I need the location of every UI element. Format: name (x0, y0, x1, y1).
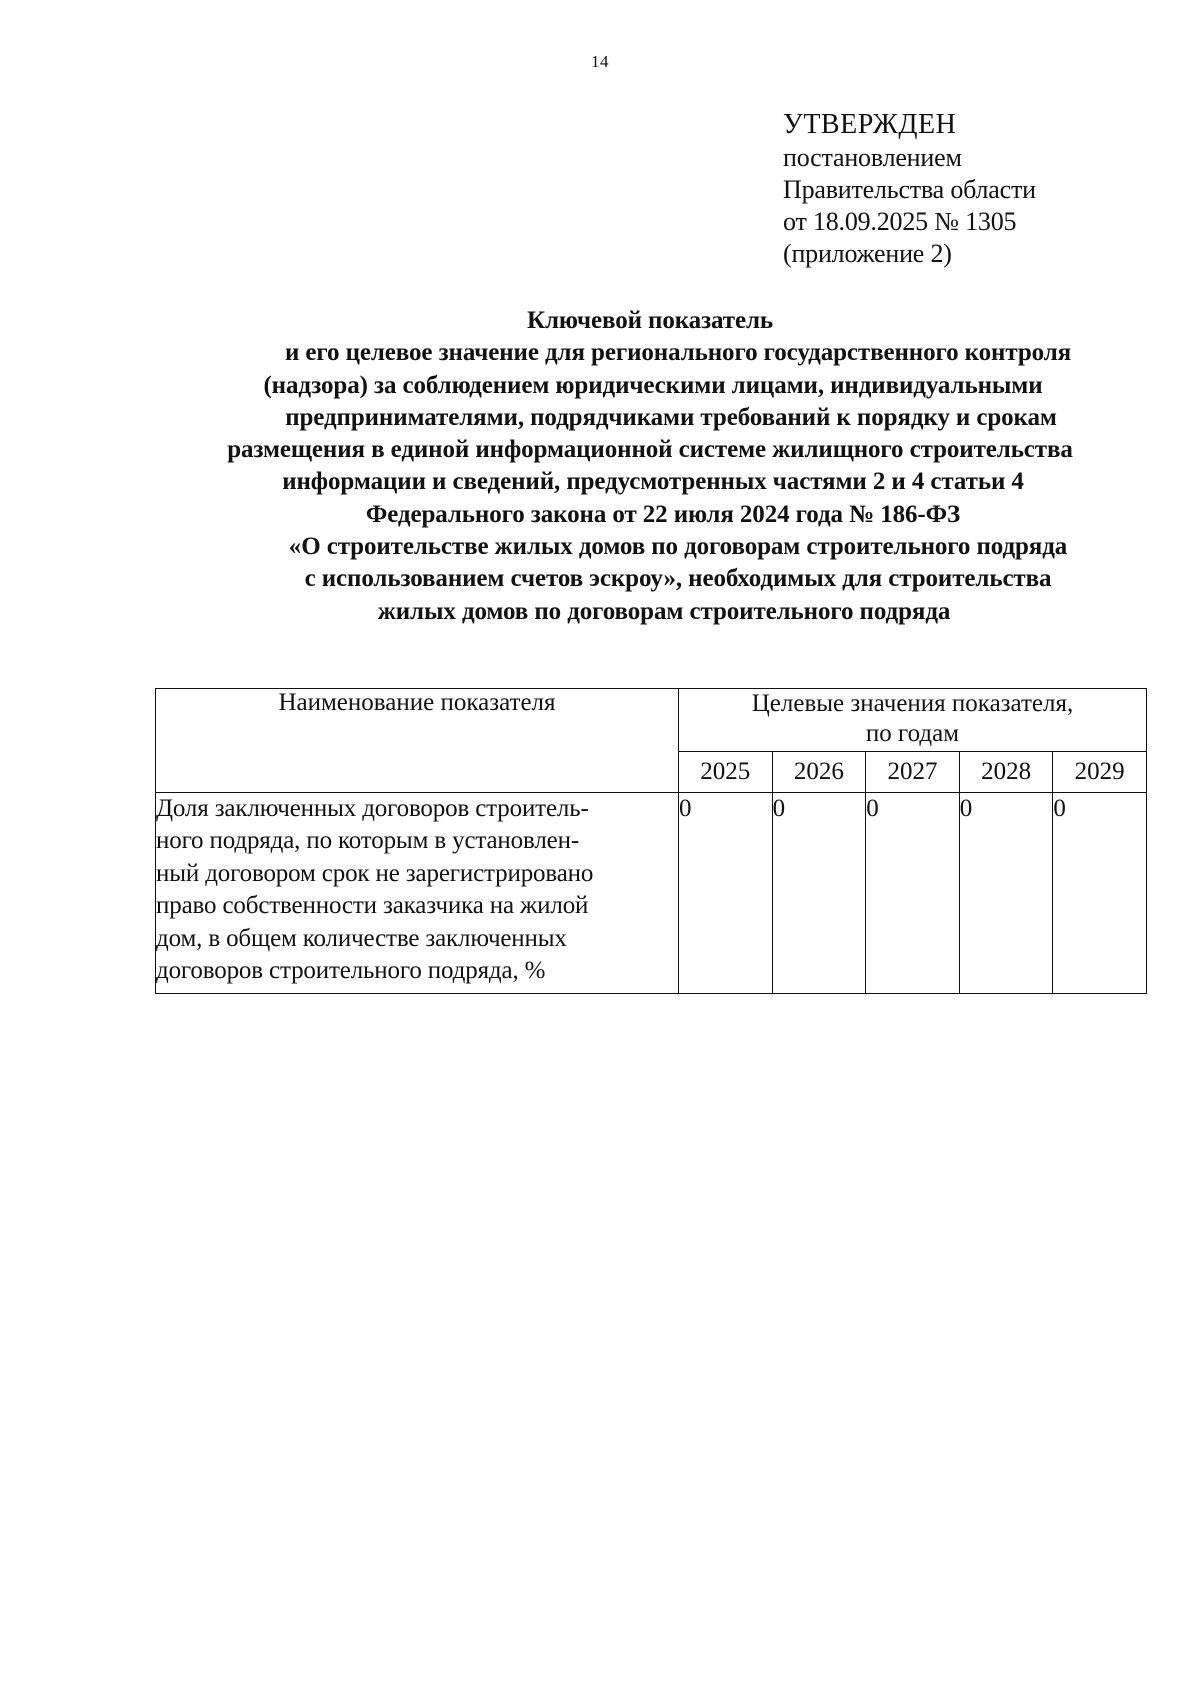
approval-line: Правительства области (783, 175, 1036, 204)
approval-title: УТВЕРЖДЕН (783, 109, 957, 140)
year-header: 2026 (772, 752, 866, 793)
indicator-name-line: дом, в общем количестве заключенных (156, 924, 567, 952)
document-heading (150, 305, 1150, 628)
target-value-cell: 0 (866, 793, 960, 994)
table-row (156, 793, 1147, 994)
target-value-cell: 0 (1053, 793, 1147, 994)
heading-line: и его целевое значение для регионального государственного контроля (284, 339, 1072, 367)
approval-decree: от 18.09.2025 № 1305 (783, 207, 1017, 236)
heading-line: жилых домов по договорам строительного подряда (377, 597, 951, 625)
year-header: 2028 (959, 752, 1053, 793)
column-header-target-values (679, 689, 1147, 752)
indicator-name-line: Доля заключенных договоров строитель- (156, 795, 589, 822)
heading-line: Федерального закона от 22 июля 2024 года № 186-ФЗ (365, 500, 961, 528)
heading-line: с использованием счетов эскроу», необходимых для строительства (304, 565, 1052, 593)
target-value-cell: 0 (959, 793, 1053, 994)
year-header: 2027 (866, 752, 960, 793)
heading-line: (надзора) за соблюдением юридическими лицами, индивидуальными (263, 371, 1043, 399)
indicator-name-line: право собственности заказчика на жилой (156, 892, 589, 920)
year-header: 2029 (1053, 752, 1147, 793)
indicator-name-line: ный договором срок не зарегистрировано (156, 859, 594, 887)
indicator-name-line: ного подряда, по которым в установлен- (156, 827, 579, 855)
heading-line: предпринимателями, подрядчиками требований к порядку и срокам (285, 403, 1057, 431)
heading-line: Ключевой показатель (526, 307, 774, 334)
indicator-table (155, 688, 1147, 994)
page-number: 14 (591, 52, 609, 71)
year-header: 2025 (679, 752, 773, 793)
heading-line: информации и сведений, предусмотренных частями 2 и 4 статьи 4 (282, 468, 1024, 496)
target-values-header-line: Целевые значения показателя, (751, 690, 1074, 717)
heading-line: размещения в единой информационной системе жилищного строительства (227, 436, 1073, 464)
approval-block (783, 108, 1036, 270)
table-header-row (156, 689, 1147, 752)
approval-line: постановлением (783, 143, 962, 172)
target-values-header-line: по годам (865, 720, 960, 747)
approval-appendix: (приложение 2) (783, 239, 952, 268)
column-header-name: Наименование показателя (156, 689, 679, 793)
heading-line: «О строительстве жилых домов по договорам строительного подряда (288, 533, 1068, 561)
indicator-name-line: договоров строительного подряда, % (156, 957, 546, 985)
target-value-cell: 0 (679, 793, 773, 994)
target-value-cell: 0 (772, 793, 866, 994)
indicator-name-cell (156, 793, 679, 994)
